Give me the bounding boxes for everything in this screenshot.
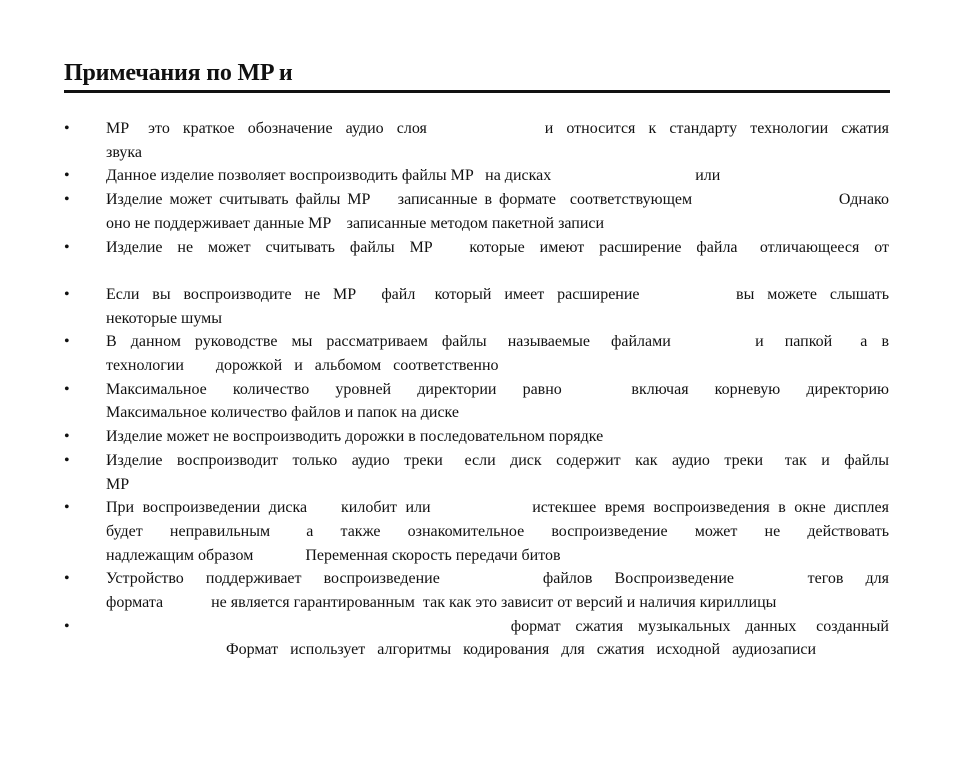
bullet-icon: [64, 330, 70, 354]
list-item-text: технологии дорожкой и альбомом соответственно: [106, 357, 499, 374]
bullet-icon: [64, 117, 70, 141]
list-item-text: Формат использует алгоритмы кодирования для сжатия исходной аудиозаписи: [106, 641, 817, 659]
bullet-icon: [64, 378, 70, 402]
list-item-text: надлежащим образом Переменная скорость передачи битов: [106, 546, 561, 564]
list-item-text: будет неправильным а также ознакомительное воспроизведение может не действовать: [106, 522, 889, 540]
list-item-text: оно не поддерживает данные MP записанные методом пакетной записи: [106, 214, 605, 232]
bullet-icon: [64, 425, 70, 449]
list-item-text: Устройство поддерживает воспроизведение файлов Воспроизведение тегов для: [106, 570, 889, 588]
list-item-text: Изделие может считывать файлы MP записанные в формате соответствующем Однако: [106, 191, 889, 209]
page-title: Примечания по MP и: [64, 58, 890, 93]
bullet-icon: [64, 449, 70, 473]
list-item-text: Изделие не может считывать файлы MP которые имеют расширение файла отличающееся от: [106, 238, 889, 256]
bullet-icon: [64, 236, 70, 260]
list-item-text: [106, 259, 889, 283]
list-item-text: В данном руководстве мы рассматриваем файлы называемые файлами и папкой а в: [106, 333, 889, 351]
list-item-text: Если вы воспроизводите не MP файл который имеет расширение вы можете слышать: [106, 285, 889, 303]
list-item-text: Изделие воспроизводит только аудио треки если диск содержит как аудио треки так и файлы: [106, 451, 889, 469]
bullet-icon: [64, 164, 70, 188]
list-item-text: формата не является гарантированным так как это зависит от версий и наличия кириллицы: [106, 594, 777, 611]
bullet-icon: [64, 567, 70, 591]
list-item-text: Максимальное количество уровней директории равно включая корневую директорию: [106, 380, 889, 398]
list-item-text: Данное изделие позволяет воспроизводить файлы MP на дисках или: [106, 167, 721, 185]
list-item-text: некоторые шумы: [106, 309, 223, 327]
list-item-text: формат сжатия музыкальных данных созданный: [106, 617, 889, 635]
bullet-icon: [64, 496, 70, 520]
list-item-text: MP это краткое обозначение аудио слоя и относится к стандарту технологии сжатия: [106, 120, 889, 137]
bullet-icon: [64, 188, 70, 212]
list-item-text: Изделие может не воспроизводить дорожки в последовательном порядке: [106, 428, 604, 446]
list-item-text: Максимальное количество файлов и папок на диске: [106, 404, 460, 422]
list-item-text: При воспроизведении диска килобит или истекшее время воспроизведения в окне дисплея: [106, 499, 889, 517]
bullet-icon: [64, 615, 70, 639]
bullet-icon: [64, 283, 70, 307]
list-item-text: MP: [106, 475, 130, 493]
list-item-text: звука: [106, 143, 142, 161]
